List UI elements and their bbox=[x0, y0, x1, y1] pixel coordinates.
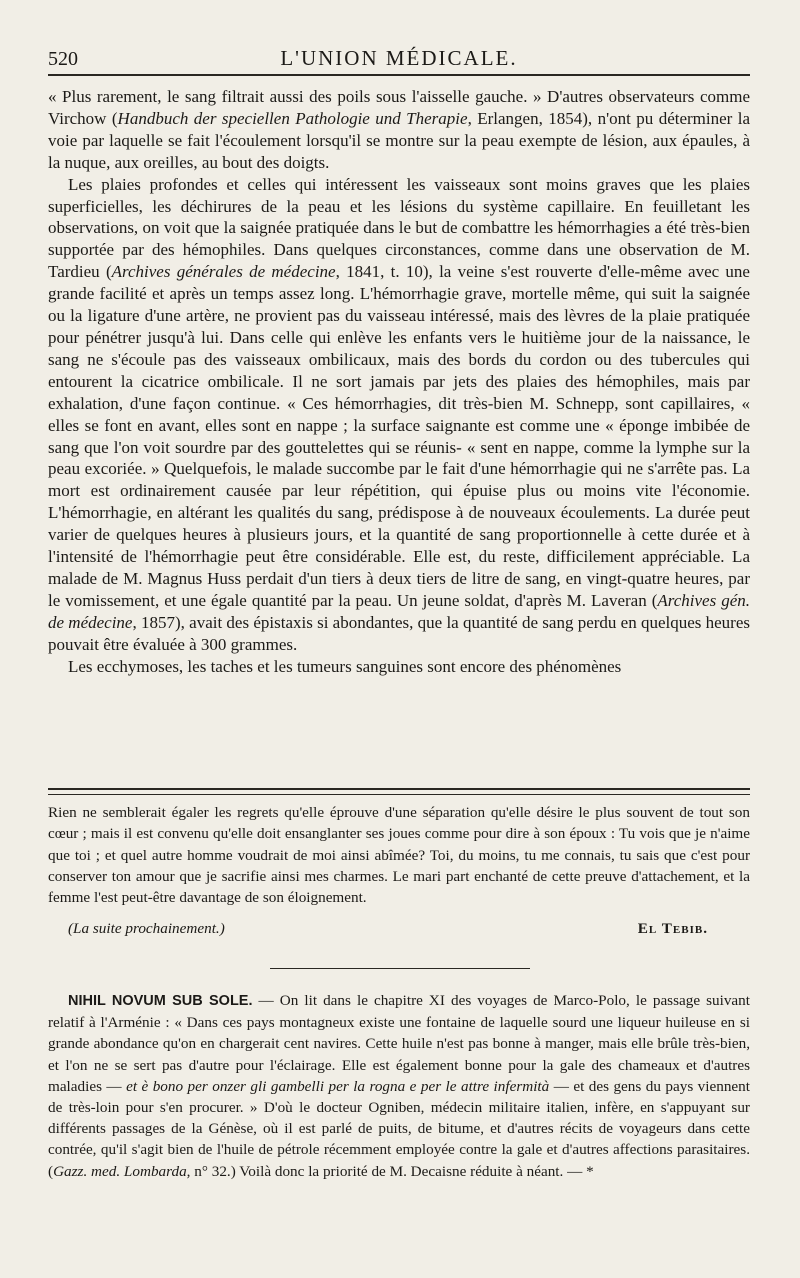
news-paragraph bbox=[48, 990, 750, 1182]
page-header bbox=[48, 42, 750, 72]
italic-run: Handbuch der speciellen Pathologie und Therapie bbox=[117, 108, 468, 128]
news-item bbox=[48, 990, 750, 1182]
italic-run: Archives gén. de médecine bbox=[48, 590, 751, 632]
feuilleton-signature bbox=[68, 918, 750, 940]
main-text bbox=[48, 86, 750, 677]
feuilleton-rule bbox=[48, 788, 750, 790]
running-title: L'UNION MÉDICALE. bbox=[280, 46, 518, 70]
to-be-continued: (La suite prochainement.) bbox=[68, 920, 225, 937]
page-number: 520 bbox=[48, 48, 78, 70]
paragraph: Les ecchymoses, les taches et les tumeurs sanguines sont encore des phénomènes bbox=[68, 656, 622, 676]
feuilleton-paragraph: Rien ne semblerait égaler les regrets qu'elle éprouve d'une séparation qu'elle désire le plus souvent de tout son cœur ; mais il est convenu qu'elle doit ensanglanter ses joues comme pour dire à son époux : Tu vois que je n'aime que toi ; et quel autre homme voudrait de moi ainsi abîmée? Toi, du moins, tu me connais, tu sais que c'est pour conserver ton amour que je sacrifie ainsi mes charmes. Le mari part enchanté de cette preuve d'attachement, et la femme l'est peut-être davantage de son éloignement. bbox=[48, 804, 750, 907]
header-rule bbox=[48, 74, 750, 76]
news-body: — On lit dans le chapitre XI des voyages de Marco-Polo, le passage suivant relatif à l'Arménie : « Dans ces pays montagneux existe une fontaine de laquelle sourd une liqueur huileuse en si grande abondance qu'on en chargerait cent navires. Cette huile n'est pas bonne à manger, mais elle brûle très-bien, et l'on ne se sert pas d'autre pour l'éclairage. Elle est également bonne pour la gale des chameaux et d'autres maladies — et è bono per onzer gli gambelli per la rogna e per le attre infermità — et des gens du pays viennent de très-loin pour s'en procurer. » D'où le docteur Ogniben, médecin militaire italien, infère, en s'appuyant sur différents passages de la Génèse, où il est parlé de puits, de bitume, et d'autres récits de voyageurs dans cette contrée, qu'il s'agit bien de l'huile de pétrole récemment employée contre la gale et d'autres affections parasitaires. (Gazz. med. Lombarda, n° 32.) Voilà donc la priorité de M. Decaisne réduite à néant. — * bbox=[48, 992, 750, 1180]
paragraph: « Plus rarement, le sang filtrait aussi des poils sous l'aisselle gauche. » D'autres observateurs comme Virchow (Handbuch der speciellen Pathologie und Therapie, Erlangen, 1854), n'ont pu déterminer la voie par laquelle se fait l'écoulement lorsqu'il se montre sur la peau exempte de lésion, aux épaules, à la nuque, aux oreilles, au bout des doigts. bbox=[48, 87, 751, 172]
italic-run: Gazz. med. Lombarda bbox=[53, 1162, 187, 1180]
feuilleton-text bbox=[48, 802, 750, 908]
italic-run: Archives générales de médecine bbox=[111, 262, 336, 282]
paragraph: Les plaies profondes et celles qui intéressent les vaisseaux sont moins graves que les plaies superficielles, les déchirures de la peau et les lésions du système capillaire. En feuilletant les observations, on voit que la saignée pratiquée dans le but de combattre les hémorrhagies a été très-bien supportée par des hémophiles. Dans quelques circonstances, comme dans une observation de M. Tardieu (Archives générales de médecine, 1841, t. 10), la veine s'est rouverte d'elle-même avec une grande facilité et après un temps assez long. L'hémorrhagie grave, mortelle même, qui suit la saignée ou la ligature d'une artère, ne provient pas du vaisseau intéressé, mais des lèvres de la plaie pratiquée pour pénétrer jusqu'à lui. Dans celle qui enlève les enfants vers le huitième jour de la naissance, le sang ne s'écoule pas des vaisseaux ombilicaux, mais des bords du cordon ou des tubercules qui entourent la cicatrice ombilicale. Il ne sort jamais par jets des plaies des hémophiles, mais par exhalation, d'une façon continue. « Ces hémorrhagies, dit très-bien M. Schnepp, sont capillaires, « elles se font en avant, elles sont en nappe ; la surface saignante est comme une « éponge imbibée de sang que l'on voit sourdre par des gouttelettes qui se réunis- « sent en nappe, comme la lymphe sur la peau excoriée. » Quelquefois, le malade succombe par le fait d'une hémorrhagie qui ne s'arrête pas. La mort est ordinairement causée par leur répétition, qui épuise plus ou moins vite l'économie. L'hémorrhagie, en altérant les qualités du sang, prédispose à de nouveaux écoulements. La durée peut varier de quelques heures à plusieurs jours, et la quantité de sang proportionnelle à cette durée et à l'intensité de l'hémorrhagie peut être considérable. Elle est, du reste, difficilement appréciable. La malade de M. Magnus Huss perdait d'un tiers à deux tiers de litre de sang, en vingt-quatre heures, par le vomissement, et une égale quantité par la peau. Un jeune soldat, d'après M. Laveran (Archives gén. de médecine, 1857), avait des épistaxis si abondantes, que la quantité de sang perdu en quelques heures pouvait être évaluée à 300 grammes. bbox=[48, 174, 751, 654]
news-title: NIHIL NOVUM SUB SOLE. bbox=[68, 993, 253, 1009]
feuilleton-rule-thin bbox=[48, 794, 750, 795]
author-signature: El Tebib. bbox=[637, 920, 708, 937]
section-divider bbox=[270, 968, 530, 969]
italic-run: et è bono per onzer gli gambelli per la rogna e per le attre infermità bbox=[126, 1077, 550, 1095]
